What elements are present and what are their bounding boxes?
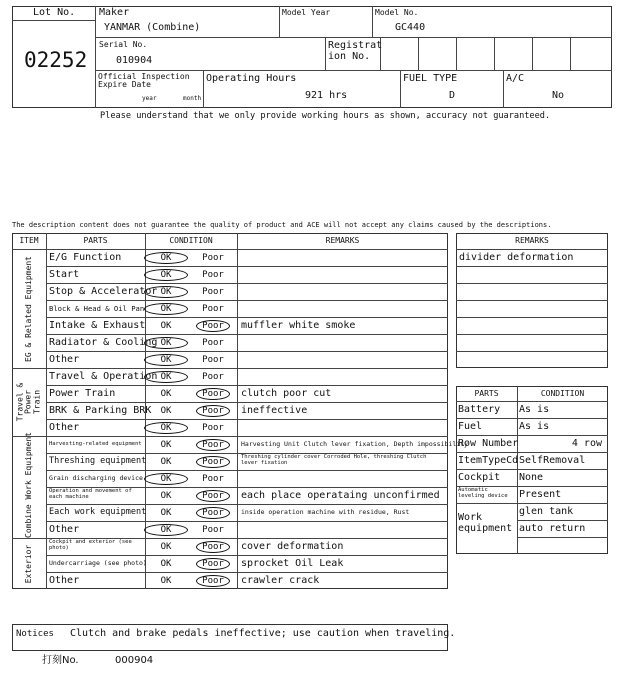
side-condition-value: Present: [519, 489, 562, 500]
serial-label: Serial No.: [99, 40, 148, 49]
part-name: Start: [49, 268, 80, 280]
stamp-number: 000904: [115, 655, 154, 666]
operating-hours-label: Operating Hours: [206, 73, 297, 84]
notices-label: Notices: [16, 629, 54, 639]
poor-option: Poor: [202, 457, 224, 467]
operating-hours-value: 921 hrs: [305, 90, 348, 101]
model-no-label: Model No.: [375, 8, 419, 17]
ok-option: OK: [160, 253, 172, 263]
ok-selected-circle: [144, 303, 188, 315]
maker-label: Maker: [99, 7, 130, 18]
side-part-name: Row Number: [458, 438, 519, 449]
poor-option: Poor: [202, 287, 224, 297]
poor-option: Poor: [202, 559, 224, 569]
group-label: EG & Related Equipment: [23, 255, 33, 362]
remark-text: Threshing cylinder cover Corroded Hole, threshing Clutch lever fixation: [241, 454, 427, 466]
side-part-name: ItemTypeCd: [458, 455, 519, 466]
group-label: Travel & Power Train: [15, 382, 42, 422]
table-header-parts: PARTS: [83, 236, 108, 245]
ok-selected-circle: [144, 354, 188, 366]
ok-option: OK: [160, 491, 172, 501]
month-label: month: [183, 95, 202, 102]
ok-selected-circle: [144, 286, 188, 298]
part-name: Other: [49, 421, 80, 433]
remark-text: inside operation machine with residue, Rust: [241, 508, 410, 517]
part-name: Other: [49, 353, 80, 365]
remark-text: Harvesting Unit Clutch lever fixation, Depth impossibility: [241, 440, 468, 449]
ok-selected-circle: [144, 371, 188, 383]
part-name: Intake & Exhaust: [49, 319, 146, 331]
part-name: Grain discharging device: [49, 474, 143, 483]
part-name: Harvesting-related equipment: [49, 440, 142, 447]
notices-text: Clutch and brake pedals ineffective; use caution when traveling.: [70, 628, 456, 639]
poor-selected-circle: [196, 507, 230, 519]
poor-selected-circle: [196, 541, 230, 553]
stamp-label: 打刻No.: [42, 655, 79, 666]
ok-option: OK: [160, 576, 172, 586]
poor-option: Poor: [202, 525, 224, 535]
year-label: year: [142, 95, 157, 102]
side-condition-value: As is: [519, 404, 550, 415]
ok-option: OK: [160, 457, 172, 467]
ok-option: OK: [160, 525, 172, 535]
work-equipment-label: Work equipment: [458, 512, 513, 534]
part-name: Each work equipment: [49, 507, 147, 518]
poor-option: Poor: [202, 372, 224, 382]
poor-option: Poor: [202, 321, 224, 331]
part-name: Other: [49, 574, 80, 586]
poor-option: Poor: [202, 474, 224, 484]
work-equipment-value: auto return: [519, 523, 586, 534]
ok-option: OK: [160, 559, 172, 569]
part-name: E/G Function: [49, 251, 122, 263]
poor-selected-circle: [196, 405, 230, 417]
side-part-name: Fuel: [458, 421, 483, 432]
ok-selected-circle: [144, 252, 188, 264]
part-name: Operation and movement of each machine: [49, 488, 132, 500]
group-label: Combine Work Equipment: [23, 432, 33, 538]
ok-selected-circle: [144, 337, 188, 349]
part-name: Other: [49, 523, 80, 535]
right-remark-text: divider deformation: [459, 252, 574, 263]
poor-selected-circle: [196, 575, 230, 587]
remark-text: clutch poor cut: [241, 387, 332, 399]
ok-option: OK: [160, 508, 172, 518]
ok-option: OK: [160, 542, 172, 552]
part-name: Threshing equipment: [49, 456, 147, 467]
poor-selected-circle: [196, 456, 230, 468]
ok-option: OK: [160, 270, 172, 280]
remark-text: sprocket Oil Leak: [241, 557, 344, 569]
poor-selected-circle: [196, 439, 230, 451]
poor-option: Poor: [202, 491, 224, 501]
ok-option: OK: [160, 338, 172, 348]
poor-option: Poor: [202, 406, 224, 416]
lot-number: 02252: [24, 48, 88, 72]
remark-text: each place operataing unconfirmed: [241, 489, 440, 501]
fuel-type-label: FUEL TYPE: [403, 73, 458, 84]
poor-option: Poor: [202, 338, 224, 348]
poor-selected-circle: [196, 558, 230, 570]
ac-label: A/C: [506, 73, 525, 84]
poor-option: Poor: [202, 440, 224, 450]
side-condition-value: None: [519, 472, 544, 483]
ok-selected-circle: [144, 422, 188, 434]
remark-text: crawler crack: [241, 574, 320, 586]
side-part-name: Cockpit: [458, 472, 501, 483]
poor-option: Poor: [202, 253, 224, 263]
ok-option: OK: [160, 287, 172, 297]
poor-option: Poor: [202, 423, 224, 433]
poor-option: Poor: [202, 542, 224, 552]
part-name: Undercarriage (see photo): [49, 559, 147, 568]
table-header-item: ITEM: [19, 236, 39, 245]
remark-text: ineffective: [241, 404, 308, 416]
poor-option: Poor: [202, 389, 224, 399]
side-condition-value: As is: [519, 421, 550, 432]
side-condition-value: 4 row: [571, 438, 602, 449]
side-header-condition: CONDITION: [540, 389, 585, 398]
part-name: Block & Head & Oil Pan: [49, 303, 145, 313]
table-header-remarks: REMARKS: [325, 236, 360, 245]
maker-value: YANMAR (Combine): [104, 22, 201, 33]
ac-value: No: [552, 90, 565, 101]
ok-option: OK: [160, 440, 172, 450]
serial-value: 010904: [116, 55, 153, 66]
ok-selected-circle: [144, 524, 188, 536]
part-name: Power Train: [49, 387, 116, 399]
ok-option: OK: [160, 321, 172, 331]
part-name: Cockpit and exterior (see photo): [49, 539, 132, 551]
ok-option: OK: [160, 406, 172, 416]
part-name: Radiator & Cooling: [49, 336, 158, 348]
ok-option: OK: [160, 372, 172, 382]
remark-text: muffler white smoke: [241, 319, 356, 331]
ok-option: OK: [160, 423, 172, 433]
inspection-label: Official Inspection Expire Date: [98, 72, 190, 90]
disclaimer: The description content does not guarantee the quality of product and ACE will not accept any claims caused by the descriptions.: [12, 221, 552, 229]
ok-option: OK: [160, 355, 172, 365]
right-remarks-header: REMARKS: [515, 236, 549, 245]
part-name: Travel & Operation: [49, 370, 158, 382]
hours-note: Please understand that we only provide working hours as shown, accuracy not guaranteed.: [100, 111, 551, 121]
part-name: BRK & Parking BRK: [49, 404, 152, 416]
side-condition-value: SelfRemoval: [519, 455, 586, 466]
lot-label: Lot No.: [33, 7, 76, 18]
ok-option: OK: [160, 389, 172, 399]
fuel-type-value: D: [449, 90, 456, 101]
ok-option: OK: [160, 474, 172, 484]
registration-label: Registrat ion No.: [328, 40, 383, 62]
poor-option: Poor: [202, 576, 224, 586]
side-part-name: Automatic leveling device: [458, 487, 508, 499]
poor-option: Poor: [202, 355, 224, 365]
remark-text: cover deformation: [241, 540, 344, 552]
poor-selected-circle: [196, 320, 230, 332]
model-no-value: GC440: [395, 22, 426, 33]
group-label: Exterior: [23, 544, 33, 583]
poor-selected-circle: [196, 388, 230, 400]
poor-option: Poor: [202, 508, 224, 518]
ok-selected-circle: [144, 269, 188, 281]
part-name: Stop & Accelerator: [49, 285, 158, 297]
ok-option: OK: [160, 304, 172, 314]
poor-option: Poor: [202, 304, 224, 314]
table-header-condition: CONDITION: [169, 236, 213, 245]
work-equipment-value: glen tank: [519, 506, 574, 517]
side-part-name: Battery: [458, 404, 501, 415]
poor-option: Poor: [202, 270, 224, 280]
side-header-parts: PARTS: [474, 389, 499, 398]
ok-selected-circle: [144, 473, 188, 485]
poor-selected-circle: [196, 490, 230, 502]
model-year-label: Model Year: [282, 8, 331, 17]
